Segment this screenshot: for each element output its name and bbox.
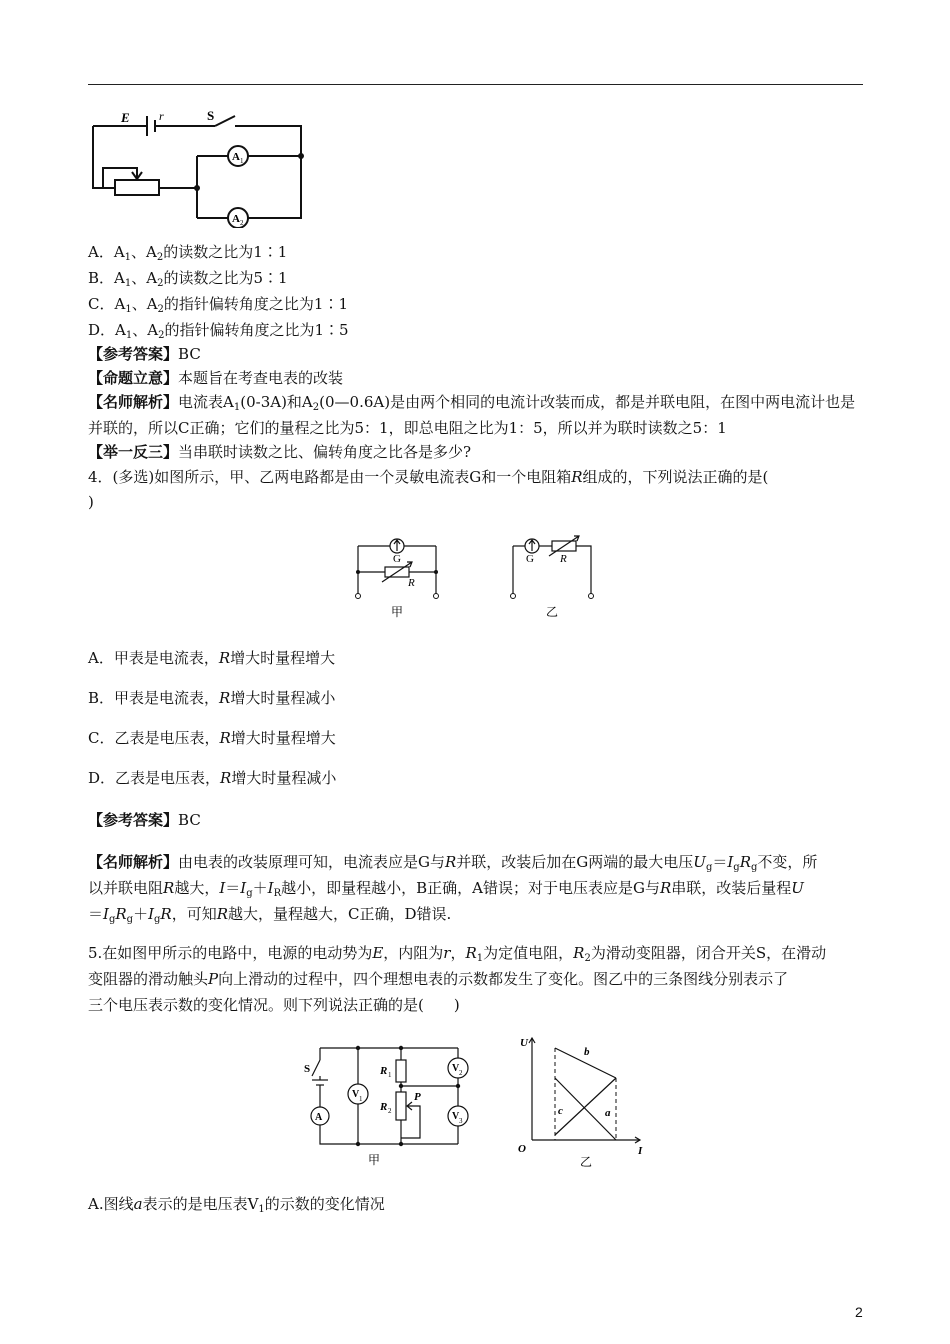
page-number: 2 [855,1304,863,1320]
q3-extend: 【举一反三】当串联时读数之比、偏转角度之比各是多少? [88,443,472,461]
q4-stem-close: ) [88,493,94,511]
u-i-graph-figure [512,1030,652,1170]
fig5-label-R1-sub: 1 [388,1071,392,1079]
q4-option-b: B．甲表是电流表，R增大时量程减小 [88,689,336,707]
fig-label-A1-sub: 1 [240,157,244,165]
fig4-label-yi: 乙 [546,605,559,619]
fig5-line-b: b [584,1046,590,1058]
fig-label-A2: A [232,213,240,225]
q5-option-a: A.图线a表示的是电压表$V_1$的示数的变化情况 [88,1195,385,1215]
fig5-label-yi: 乙 [580,1155,593,1169]
fig4-label-G-jia: G [393,553,401,565]
voltmeter-circuit-figure [298,1030,488,1170]
fig5-label-S: S [304,1063,311,1075]
q3-intent: 【命题立意】本题旨在考查电表的改装 [88,369,344,387]
fig5-label-R2: R [380,1101,388,1113]
fig4-label-G-yi: G [526,553,534,565]
q3-option-a: A．$A_1$、$A_2$的读数之比为1∶1 [88,243,288,263]
q3-analysis: 【名师解析】电流表$A_1(0-3A)$和$A_2(0—0.6A)$是由两个相同的电流计改装而成，都是并联电阻，在图中两电流计也是并联的，所以C正确；它们的量程之比为5：1，即总电阻之比为1：5，所以并为联时读数之5：1 [88,393,856,437]
q5-stem-line1: 5.在如图甲所示的电路中，电源的电动势为E，内阻为r，$R_1$为定值电阻，$R_2$为滑动变阻器，闭合开关S，在滑动 [88,944,827,964]
fig5-label-V2-sub: 2 [459,1069,463,1077]
q4-stem: 4．(多选)如图所示，甲、乙两电路都是由一个灵敏电流表G和一个电阻箱R组成的，下列说法正确的是( [88,468,769,486]
q4-analysis-line2: 以并联电阻R越大，$I=I_g+I_R$越小，即量程越小，B正确，A错误；对于电压表应是G与R串联，改装后量程U [88,879,804,899]
fig5-label-V3: V [452,1111,460,1122]
q4-option-c: C．乙表是电压表，R增大时量程增大 [88,729,336,747]
q3-option-b: B．$A_1$、$A_2$的读数之比为5∶1 [88,269,288,289]
fig5-label-A: A [315,1112,323,1123]
q3-option-d: D．$A_1$、$A_2$的指针偏转角度之比为1∶5 [88,321,349,341]
q4-analysis-line1: 【名师解析】由电表的改装原理可知，电流表应是G与R并联，改装后加在G两端的最大电压$U_g=I_gR_g$不变，所 [88,853,818,873]
fig5-label-jia: 甲 [368,1153,381,1167]
galvanometer-circuits-figure [350,532,610,627]
fig5-label-V3-sub: 3 [459,1117,463,1125]
fig5-line-c: c [558,1105,563,1117]
fig5-label-R1: R [380,1065,388,1077]
fig4-label-R-yi: R [560,553,567,565]
fig5-label-P: P [414,1091,421,1103]
fig-label-S: S [207,108,215,123]
fig-label-A2-sub: 2 [240,219,244,227]
fig5-label-V1-sub: 1 [359,1095,363,1103]
fig5-line-a: a [605,1107,611,1119]
fig-label-E: E [121,110,130,125]
ammeter-parallel-circuit-figure [85,108,310,228]
q3-option-c: C．$A_1$、$A_2$的指针偏转角度之比为1∶1 [88,295,348,315]
q4-answer: 【参考答案】BC [88,811,201,829]
fig5-label-V1: V [352,1089,360,1100]
fig4-label-R-jia: R [408,577,415,589]
fig5-axis-I: I [638,1145,643,1157]
q5-stem-line2: 变阻器的滑动触头P向上滑动的过程中，四个理想电表的示数都发生了变化。图乙中的三条图线分别表示了 [88,970,789,988]
q4-analysis-line3: $=I_gR_g+I_gR$，可知R越大，量程越大，C正确，D错误. [88,905,452,925]
fig5-axis-O: O [518,1143,526,1155]
fig-label-A1: A [232,151,240,163]
fig4-label-jia: 甲 [391,605,404,619]
fig5-label-R2-sub: 2 [388,1107,392,1115]
header-rule [88,84,863,85]
q4-option-a: A．甲表是电流表，R增大时量程增大 [88,649,336,667]
fig5-axis-U: U [520,1037,528,1049]
fig5-label-V2: V [452,1063,460,1074]
q5-stem-line3: 三个电压表示数的变化情况。则下列说法正确的是( ) [88,996,460,1014]
q3-answer: 【参考答案】BC [88,345,201,363]
fig-label-r: r [159,109,164,123]
q4-option-d: D．乙表是电压表，R增大时量程减小 [88,769,337,787]
